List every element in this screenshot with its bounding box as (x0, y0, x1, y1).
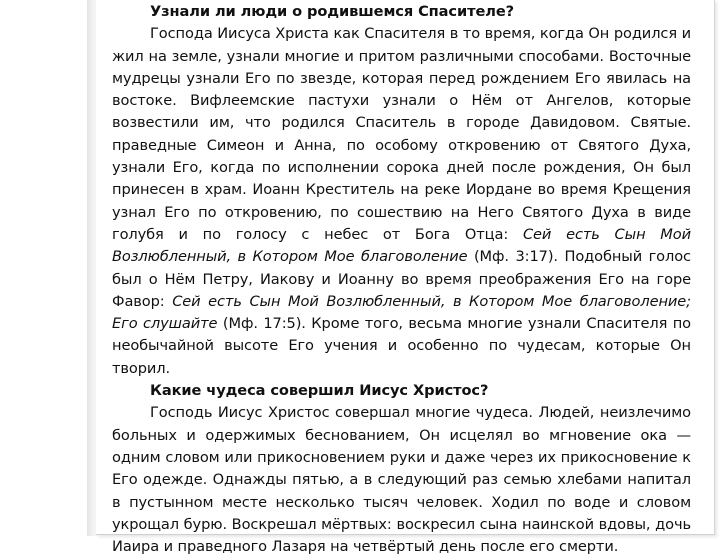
paragraph-text: Господа Иисуса Христа как Спасителя в то время, когда Он родился и жил на земле, узнали многие и притом различными способами. Восточные мудрецы узнали Его по звезде, которая перед рождением Его явилась на востоке. Вифлеемские пастухи узнали о Нём от Ангелов, которые возвестили им, что родился Спаситель в городе Давидовом. Святые. праведные Симеон и Анна, по особому откровению от Святого Духа, узнали Его, когда по исполнении сорока дней после рождения, Он был принесен в храм. Иоанн Креститель на реке Иордане во время Крещения узнал Его по откровению, по сошествию на Него Святого Духа в виде голубя и по голосу с небес от Бога Отца: (112, 25, 691, 243)
paragraph-miracles: Господь Иисус Христос совершал многие чудеса. Людей, неизлечимо больных и одержимых беснованием, Он исцелял во мгновение ока — одним словом или прикосновением руки и даже через их прикосновение к Его одежде. Однажды пятью, а в следующий раз семью хлебами напитал в пустынном месте несколько тысяч человек. Ходил по воде и словом укрощал бурю. Воскрешал мёртвых: воскресил сына наинской вдовы, дочь Иаира и праведного Лазаря на четвёртый день после его смерти. (112, 404, 691, 556)
paragraph-text: (Мф. 3:17). Подобный голос был о Нём Петру, Иакову и Иоанну во время преображения Его на горе Фавор: (112, 248, 691, 310)
heading-savior-recognized: Узнали ли люди о родившемся Спасителе? (150, 3, 515, 20)
scripture-quote: Сей есть Сын Мой Возлюбленный, в Котором Мое благоволение (112, 225, 691, 266)
heading-miracles: Какие чудеса совершил Иисус Христос? (150, 382, 489, 400)
document-page (96, 0, 715, 556)
paragraph-text: (Мф. 17:5). Кроме того, весьма многие узнали Спасителя по необычайной высоте Его учения и особенно по чудесам, которые Он творил. (112, 315, 691, 377)
paragraph-savior-recognized (112, 23, 691, 380)
document-text (112, 1, 691, 558)
scripture-quote: Сей есть Сын Мой Возлюбленный, в Котором Мое благоволение; Его слушайте (112, 292, 691, 333)
